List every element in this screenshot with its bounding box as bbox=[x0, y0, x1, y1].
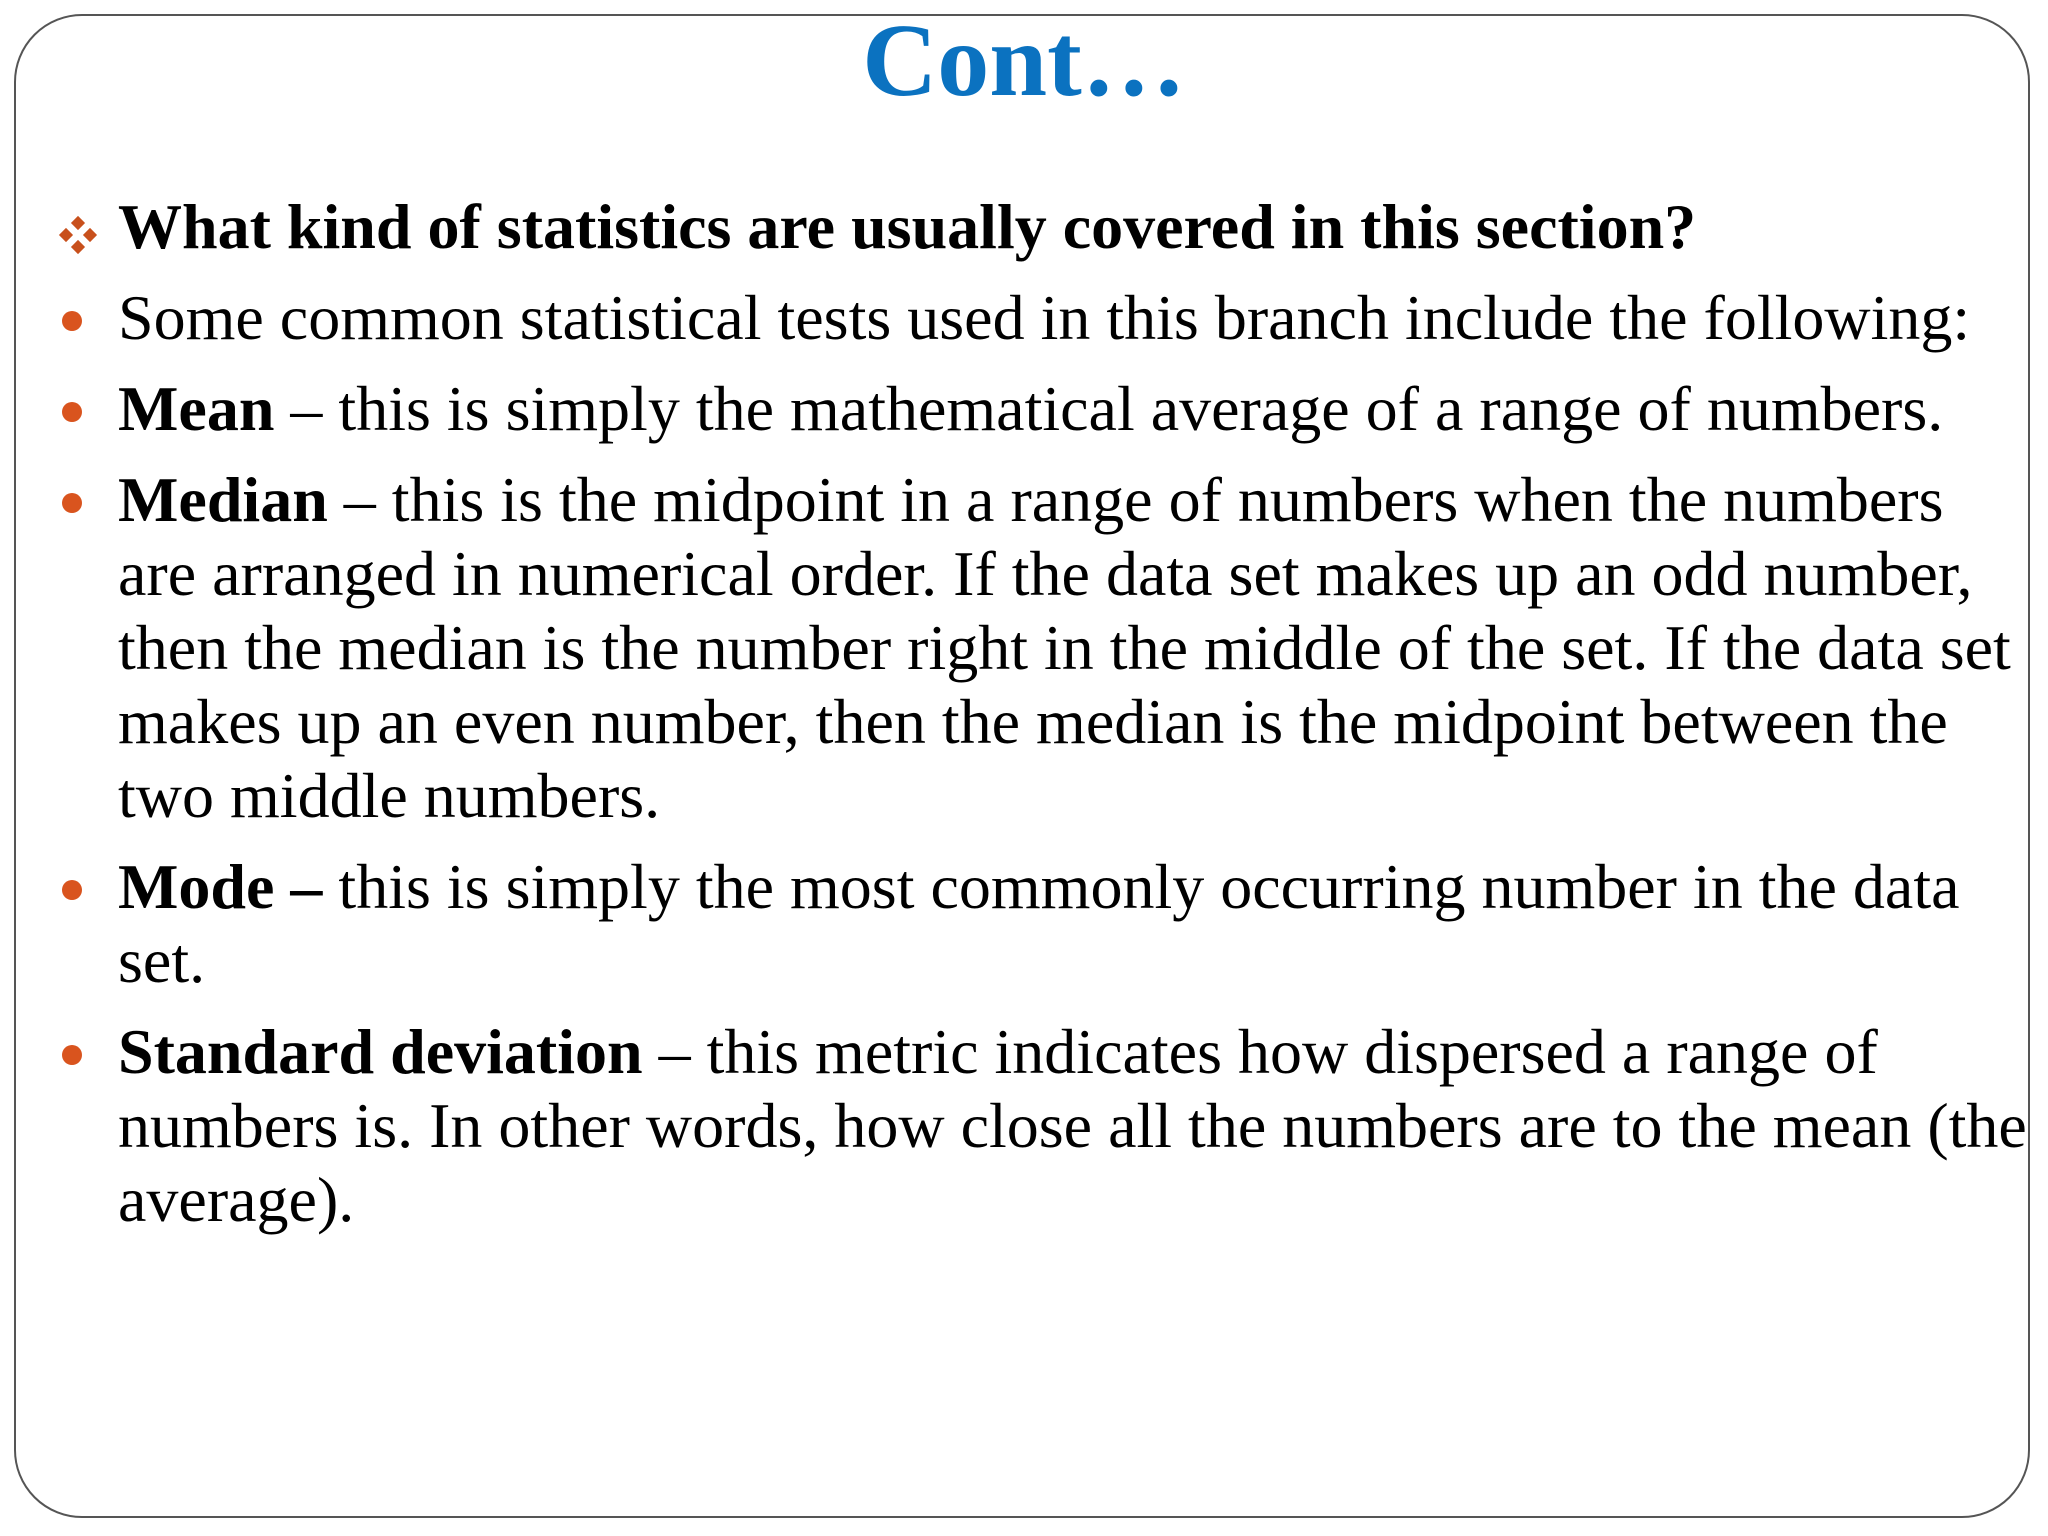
diamond-bullet-icon bbox=[60, 217, 96, 253]
bullet-item-standard-deviation bbox=[0, 1015, 2048, 1237]
bullet-dot-icon bbox=[62, 880, 82, 900]
bullet-item-mode bbox=[0, 850, 2048, 998]
question-item bbox=[0, 190, 2048, 264]
bullet-text: Some common statistical tests used in this branch include the following: bbox=[118, 282, 1971, 353]
bullet-dot-icon bbox=[62, 493, 82, 513]
question-text: What kind of statistics are usually covered in this section? bbox=[118, 191, 1697, 262]
bullet-dot-icon bbox=[62, 402, 82, 422]
bullet-term: Median bbox=[118, 464, 328, 535]
bullet-text: – this is the midpoint in a range of numbers when the numbers are arranged in numerical order. If the data set makes up an odd number, then the median is the number right in the middle of the set. If the data set makes up an even number, then the median is the midpoint between the two middle numbers. bbox=[118, 464, 2011, 831]
bullet-item-mean bbox=[0, 372, 2048, 446]
bullet-dot-icon bbox=[62, 1045, 82, 1065]
bullet-term: Standard deviation bbox=[118, 1016, 643, 1087]
bullet-term: Mode – bbox=[118, 851, 323, 922]
bullet-item-median bbox=[0, 463, 2048, 833]
slide-content bbox=[0, 190, 2048, 1237]
slide-title: Cont… bbox=[862, 3, 1186, 118]
bullet-item-intro bbox=[0, 281, 2048, 355]
bullet-text: this is simply the most commonly occurring number in the data set. bbox=[118, 851, 1960, 996]
bullet-term: Mean bbox=[118, 373, 275, 444]
bullet-dot-icon bbox=[62, 311, 82, 331]
bullet-text: – this is simply the mathematical average of a range of numbers. bbox=[274, 373, 1944, 444]
bullet-text: – this metric indicates how dispersed a range of numbers is. In other words, how close all the numbers are to the mean (the average). bbox=[118, 1016, 2027, 1235]
